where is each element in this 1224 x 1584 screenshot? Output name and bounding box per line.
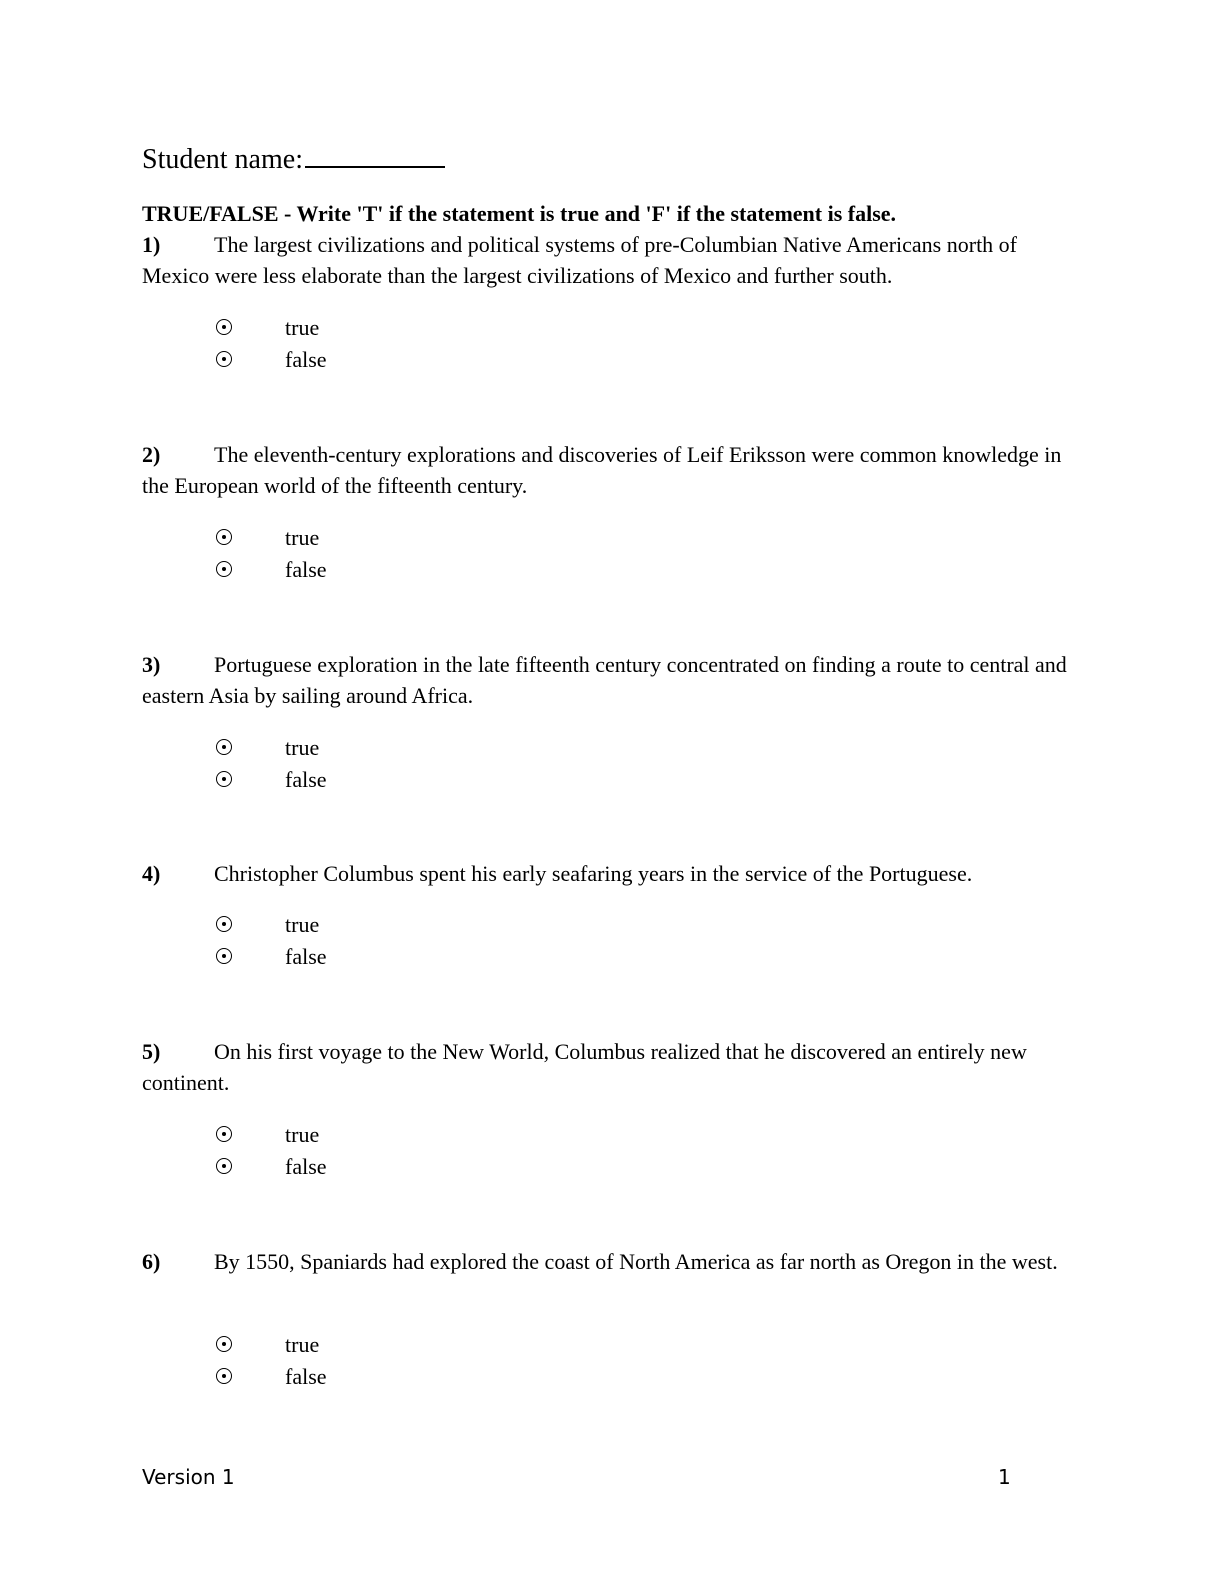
option-label: false xyxy=(285,347,327,372)
radio-button-icon[interactable] xyxy=(216,351,232,367)
student-name-label: Student name: xyxy=(142,144,303,175)
question-4 xyxy=(142,858,1082,889)
question-number: 4) xyxy=(142,861,161,886)
option-label: true xyxy=(285,315,320,340)
option-label: true xyxy=(285,1122,320,1147)
question-1 xyxy=(142,229,1082,291)
student-name-line xyxy=(142,142,445,178)
option-label: false xyxy=(285,1364,327,1389)
radio-button-icon[interactable] xyxy=(216,561,232,577)
option-label: false xyxy=(285,767,327,792)
radio-button-icon[interactable] xyxy=(216,1336,232,1352)
radio-button-icon[interactable] xyxy=(216,1126,232,1142)
question-number: 6) xyxy=(142,1249,161,1274)
question-number: 3) xyxy=(142,652,161,677)
question-6 xyxy=(142,1246,1082,1277)
radio-button-icon[interactable] xyxy=(216,916,232,932)
radio-button-icon[interactable] xyxy=(216,529,232,545)
question-number: 1) xyxy=(142,232,161,257)
question-5 xyxy=(142,1036,1082,1098)
instructions: TRUE/FALSE - Write 'T' if the statement is true and 'F' if the statement is false. xyxy=(142,201,897,226)
question-number: 5) xyxy=(142,1039,161,1064)
radio-button-icon[interactable] xyxy=(216,1158,232,1174)
radio-button-icon[interactable] xyxy=(216,739,232,755)
question-text: The eleventh-century explorations and discoveries of Leif Eriksson were common knowledge in the European world of the fifteenth century. xyxy=(142,442,1062,498)
radio-button-icon[interactable] xyxy=(216,319,232,335)
question-text: By 1550, Spaniards had explored the coast of North America as far north as Oregon in the west. xyxy=(214,1249,1058,1274)
question-number: 2) xyxy=(142,442,161,467)
option-label: false xyxy=(285,1154,327,1179)
option-label: true xyxy=(285,735,320,760)
radio-button-icon[interactable] xyxy=(216,771,232,787)
question-text: Portuguese exploration in the late fifteenth century concentrated on finding a route to central and eastern Asia by sailing around Africa. xyxy=(142,652,1067,708)
student-name-blank[interactable] xyxy=(305,142,445,168)
option-label: true xyxy=(285,1332,320,1357)
radio-button-icon[interactable] xyxy=(216,948,232,964)
option-label: true xyxy=(285,912,320,937)
question-text: On his first voyage to the New World, Columbus realized that he discovered an entirely new continent. xyxy=(142,1039,1027,1095)
option-label: false xyxy=(285,557,327,582)
footer-version: Version 1 xyxy=(142,1465,235,1489)
question-text: Christopher Columbus spent his early seafaring years in the service of the Portuguese. xyxy=(214,861,973,886)
option-label: false xyxy=(285,944,327,969)
footer-page-number: 1 xyxy=(998,1465,1011,1489)
question-text: The largest civilizations and political systems of pre-Columbian Native Americans north of Mexico were less elaborate than the largest civilizations of Mexico and further south. xyxy=(142,232,1018,288)
question-2 xyxy=(142,439,1082,501)
question-3 xyxy=(142,649,1082,711)
radio-button-icon[interactable] xyxy=(216,1368,232,1384)
option-label: true xyxy=(285,525,320,550)
